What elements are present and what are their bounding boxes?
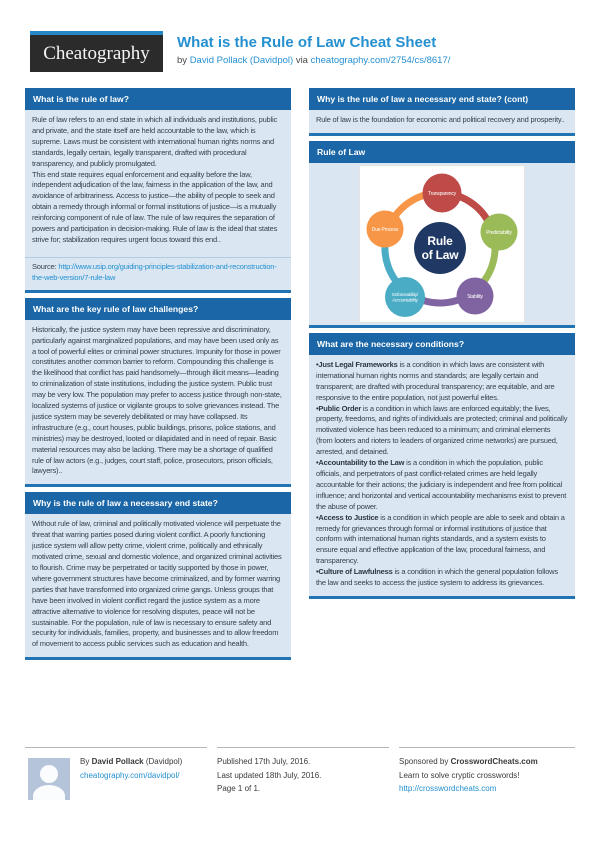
page-title[interactable]: What is the Rule of Law Cheat Sheet <box>177 34 437 51</box>
footer-author-col <box>25 747 207 800</box>
logo-text: Cheatography <box>43 43 150 64</box>
footer-sponsor-col <box>399 747 575 800</box>
condition-term: •Culture of Lawfulness <box>316 567 393 577</box>
left-column <box>25 88 291 665</box>
page-number: Page 1 of 1. <box>217 784 261 793</box>
published-date: Published 17th July, 2016. <box>217 757 311 766</box>
byline <box>177 55 450 66</box>
condition-term: •Access to Justice <box>316 512 379 522</box>
footer-by-label: By <box>80 757 90 766</box>
updated-date: Last updated 18th July, 2016. <box>217 770 322 780</box>
section-necessary-end-state-cont <box>309 88 575 136</box>
condition-item <box>316 404 568 459</box>
section-title: What are the necessary conditions? <box>309 333 575 355</box>
section-title: Rule of Law <box>309 141 575 163</box>
condition-item <box>316 360 568 404</box>
section-rule-of-law-diagram <box>309 141 575 328</box>
section-body <box>309 355 575 596</box>
section-title: Why is the rule of law a necessary end state? (cont) <box>309 88 575 110</box>
rule-of-law-diagram <box>359 165 525 323</box>
section-necessary-conditions <box>309 333 575 599</box>
content-columns <box>25 88 575 665</box>
diagram-node-label: Transparency <box>428 190 456 197</box>
section-body <box>25 320 291 485</box>
section-body <box>309 110 575 133</box>
diagram-node-label: Enforceability/ Accountability <box>392 291 418 303</box>
section-key-challenges <box>25 298 291 488</box>
condition-term: •Accountability to the Law <box>316 458 405 468</box>
condition-text: is a condition in which the population, public officials, and perpetrators of past conflict-related crimes are held legally accountable for their actions; the judiciary is independent and free from political influence; and horizontal and vertical accountability mechanisms exist to prevent the abuse of power. <box>316 458 567 511</box>
cheatography-logo[interactable] <box>30 31 163 72</box>
author-link[interactable]: David Pollack (Davidpol) <box>189 55 294 66</box>
paragraph: This end state requires equal enforcement and equality before the law, independent adjudication of the law, fairness in the application of the law, and avoidance of arbitrariness. Access to justice—the ability of people to seek and obtain a remedy through informal or formal institutions of justice—is a mutually reinforcing component of rule of law. The rule of law requires the separation of powers and participation in decision-making. Rule of law is the ideal that states strive for; stabilization requires urgent focus toward this end.. <box>32 169 278 244</box>
section-body <box>25 110 291 253</box>
diagram-node-label: Due Process <box>371 226 399 233</box>
paragraph: Historically, the justice system may have been repressive and discriminatory, particularly against marginalized populations, and may have been used only as a tool of powerful elites or criminal power structures. Impunity for those in power constitutes another common barrier to reform. Compounding this challenge is the likelihood that conflict has paid handsomely—through illicit means—leading to criminalization of state institutions, including the justice system. Public trust may be very low. The population may prefer to access justice through non-state, localized systems of justice or vigilante groups to solve grievances instead. The justice system may be severely debilitated or may have collapsed. Its infrastructure (e.g., court houses, public buildings, prisons, police stations, and ministries) may be destroyed, looted or dilapidated and in need of repair. Basic material resources may also be lacking. There may be a shortage of qualified rule of law actors (e.g., judges, court staff, police, prosecutors, prison officials, lawyers).. <box>32 324 282 476</box>
diagram-center-label: Rule of Law <box>421 233 459 262</box>
condition-text: is a condition in which the general population follows the law and seeks to access the justice system to address its grievances. <box>316 567 558 588</box>
paragraph: Rule of law refers to an end state in which all individuals and institutions, public and private, and the state itself are held accountable to the law, which is supreme. Laws must be consistent with international human rights norms and standards, legally certain, legally transparent, drafted with procedural transparency, and publicly promulgated. <box>32 115 278 168</box>
sponsor-name: CrosswordCheats.com <box>450 757 538 766</box>
condition-text: is a condition in which laws are enforced equitably; the lives, property, freedoms, and rights of individuals are protected; criminal and politically motivated violence has been reduced to a minimum; and criminal elements (from looters and rioters to leaders of organized crime networks) are pursued, arrested, and detained. <box>316 403 568 457</box>
condition-item <box>316 458 568 513</box>
footer-author-name: David Pollack <box>91 757 144 766</box>
paragraph: Without rule of law, criminal and politically motivated violence will perpetuate the threat that warring parties posed during violent conflict. A poorly functioning justice system will allow petty crime, violent crime, politically and ethnically motivated crime, sexual and domestic violence, and organized criminal activities to flourish. Crime may be perpetrated or tacitly supported by those in power, where government structures have become criminalized, and by former warring parties that have transformed into organized crime gangs. Unless groups that have been involved in violent conflict regard the justice system as a more attractive alternative to violence for resolving disputes, peace will not be sustainable. For the population, rule of law is necessary to ensure safety and security for individuals, families, property, and businesses and to allow freedom of movement to access public services such as education and health. <box>32 519 282 649</box>
sheet-url-link[interactable]: cheatography.com/2754/cs/8617/ <box>310 55 451 66</box>
source-link[interactable]: http://www.usip.org/guiding-principles-stabilization-and-reconstruction-the-web-version/7-rule-law <box>32 261 277 282</box>
diagram-node-label: Stability <box>467 293 483 300</box>
section-title: Why is the rule of law a necessary end state? <box>25 492 291 514</box>
page-footer <box>25 747 575 800</box>
diagram-node-label: Predictability <box>486 229 512 236</box>
sponsor-tagline: Learn to solve cryptic crosswords! <box>399 770 520 780</box>
section-necessary-end-state <box>25 492 291 660</box>
condition-term: •Just Legal Frameworks <box>316 359 398 369</box>
source-row <box>25 257 291 290</box>
condition-item <box>316 567 568 589</box>
avatar-silhouette-icon <box>33 785 65 800</box>
byline-prefix: by <box>177 55 188 66</box>
right-column <box>309 88 575 604</box>
title-block <box>177 34 450 66</box>
condition-text: is a condition in which laws are consistent with international human rights norms and standards; are legally certain and transparent; are drafted with procedural transparency; are equitable, and are responsive to the entire population, not just powerful elites. <box>316 359 555 402</box>
avatar-silhouette-icon <box>40 765 58 783</box>
section-what-is-rule-of-law <box>25 88 291 293</box>
sponsor-prefix: Sponsored by <box>399 757 449 766</box>
section-title: What is the rule of law? <box>25 88 291 110</box>
sponsor-link[interactable]: http://crosswordcheats.com <box>399 784 497 793</box>
section-body <box>309 163 575 325</box>
source-label: Source: <box>32 261 57 271</box>
condition-text: is a condition in which people are able to seek and obtain a remedy for grievances through formal or informal institutions of justice that conform with international human rights standards, and a system exists to ensure equal and effective application of the law, procedural fairness, and transparency. <box>316 512 565 566</box>
page-header <box>30 30 575 86</box>
section-title: What are the key rule of law challenges? <box>25 298 291 320</box>
section-body <box>25 514 291 657</box>
condition-item <box>316 513 568 568</box>
footer-author-handle: (Davidpol) <box>145 757 183 766</box>
footer-author-text <box>80 755 182 800</box>
paragraph: Rule of law is the foundation for economic and political recovery and prosperity.. <box>316 115 565 124</box>
byline-via: via <box>295 55 308 66</box>
author-avatar[interactable] <box>28 758 70 800</box>
footer-profile-link[interactable]: cheatography.com/davidpol/ <box>80 770 180 780</box>
footer-meta-col <box>217 747 389 800</box>
condition-term: •Public Order <box>316 403 362 413</box>
